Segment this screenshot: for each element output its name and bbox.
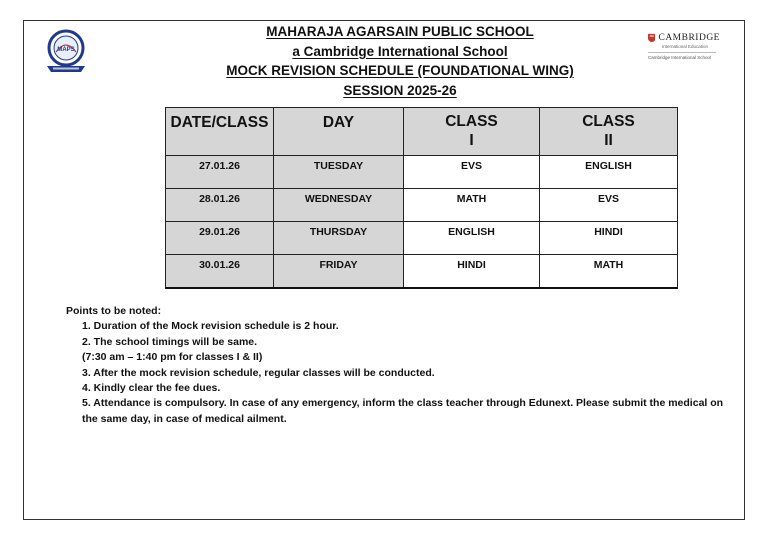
crest-logo-text: MAPS xyxy=(57,47,75,53)
table-row xyxy=(166,156,678,189)
note-item: 2. The school timings will be same. xyxy=(82,335,258,348)
cambridge-wordmark: CAMBRIDGE xyxy=(658,33,720,43)
cell-class-1: HINDI xyxy=(404,255,540,288)
cell-class-2: ENGLISH xyxy=(540,156,678,189)
cell-date: 30.01.26 xyxy=(166,255,274,288)
header-day: DAY xyxy=(274,108,404,156)
cell-class-2: HINDI xyxy=(540,222,678,255)
cell-class-2: EVS xyxy=(540,189,678,222)
header-class-2: CLASS II xyxy=(540,108,678,156)
table-row xyxy=(166,255,678,288)
school-tagline: a Cambridge International School xyxy=(292,43,508,59)
cell-date: 27.01.26 xyxy=(166,156,274,189)
cell-date: 28.01.26 xyxy=(166,189,274,222)
note-item: 1. Duration of the Mock revision schedule is 2 hour. xyxy=(82,320,339,333)
cell-class-2: MATH xyxy=(540,255,678,288)
note-item: 5. Attendance is compulsory. In case of any emergency, inform the class teacher through Edunext. Please submit the medical on the same day, in case of medical ailment. xyxy=(82,397,724,425)
cell-day: FRIDAY xyxy=(274,255,404,288)
header-date-class: DATE/CLASS xyxy=(166,108,274,156)
notes-section xyxy=(66,304,726,427)
note-item: 3. After the mock revision schedule, regular classes will be conducted. xyxy=(82,366,435,379)
cell-class-1: ENGLISH xyxy=(404,222,540,255)
cell-day: THURSDAY xyxy=(274,222,404,255)
session-label: SESSION 2025-26 xyxy=(343,82,457,98)
cell-date: 29.01.26 xyxy=(166,222,274,255)
document-title: MOCK REVISION SCHEDULE (FOUNDATIONAL WING) xyxy=(226,63,574,78)
note-item: (7:30 am – 1:40 pm for classes I & II) xyxy=(82,351,263,364)
cambridge-logo xyxy=(648,33,720,73)
cell-class-1: MATH xyxy=(404,189,540,222)
cell-day: TUESDAY xyxy=(274,156,404,189)
header-class-1: CLASS I xyxy=(404,108,540,156)
notes-heading: Points to be noted: xyxy=(66,305,162,317)
table-row xyxy=(166,222,678,255)
table-header-row xyxy=(166,108,678,156)
schedule-table xyxy=(165,107,678,289)
school-name: MAHARAJA AGARSAIN PUBLIC SCHOOL xyxy=(266,24,534,39)
cambridge-school-label: Cambridge International School xyxy=(648,55,712,60)
cambridge-shield-icon xyxy=(648,33,655,43)
document-header xyxy=(180,22,620,100)
cell-day: WEDNESDAY xyxy=(274,189,404,222)
cell-class-1: EVS xyxy=(404,156,540,189)
cambridge-divider xyxy=(648,52,716,53)
cambridge-subtitle: International Education xyxy=(662,44,709,49)
note-item: 4. Kindly clear the fee dues. xyxy=(82,382,221,395)
table-row xyxy=(166,189,678,222)
school-crest-logo xyxy=(44,28,88,76)
